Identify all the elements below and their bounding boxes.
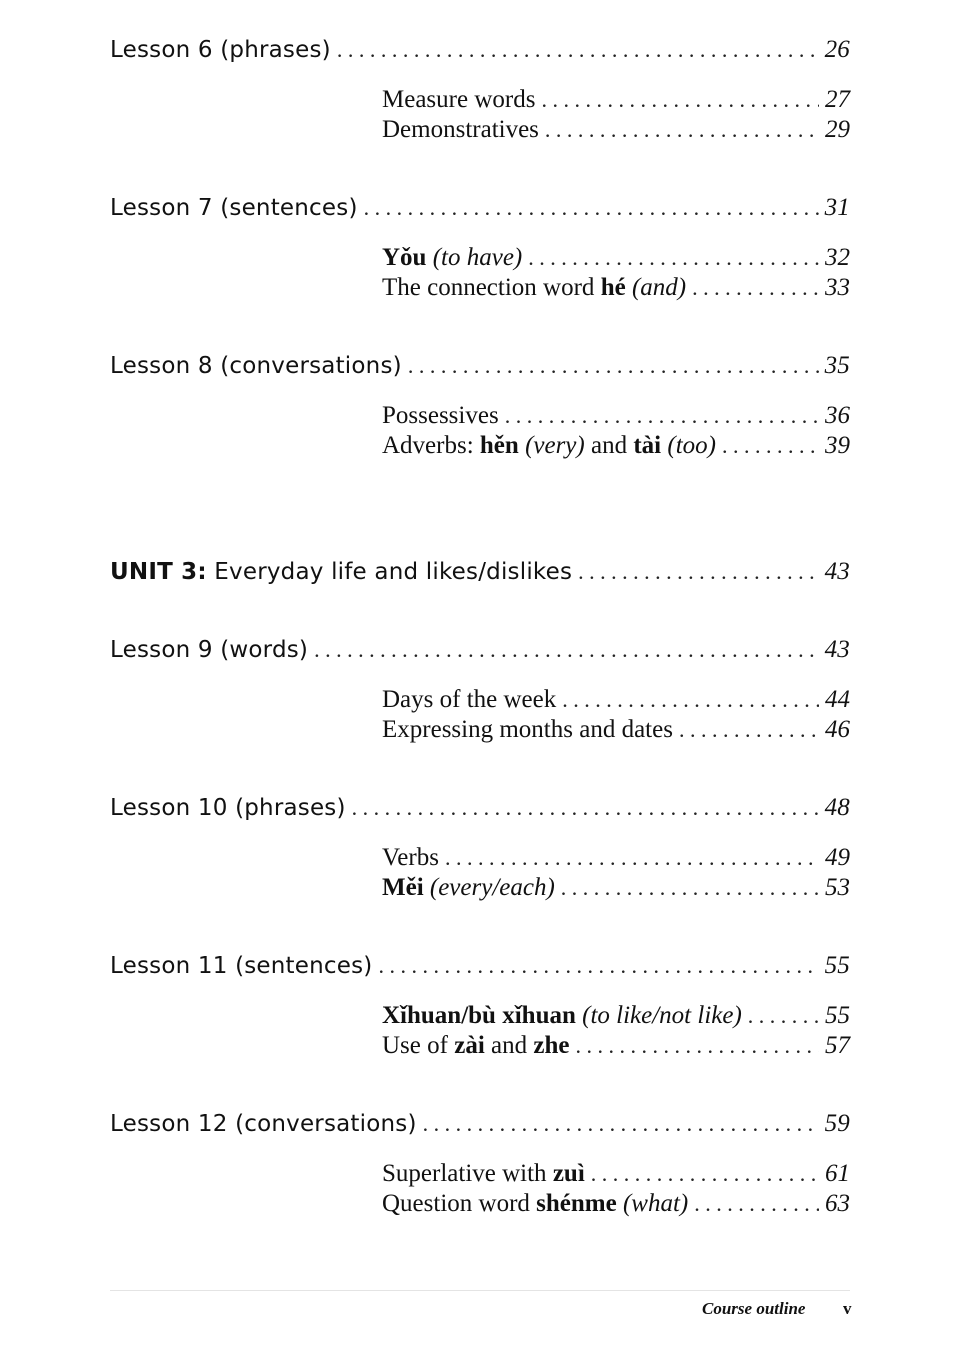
toc-days-of-week <box>382 686 850 714</box>
toc-label <box>382 432 716 460</box>
toc-page-number: 26 <box>824 36 850 63</box>
dot-leader <box>722 432 819 460</box>
toc-lesson-8 <box>110 352 850 380</box>
toc-label: Lesson 11 (sentences) <box>110 953 373 979</box>
dot-leader <box>505 402 819 430</box>
toc-label <box>110 559 572 585</box>
label-prefix: Use of <box>382 1032 455 1059</box>
dot-leader <box>423 1111 819 1137</box>
dot-leader <box>578 559 818 585</box>
toc-label <box>382 1190 688 1218</box>
pinyin-term: hé <box>600 274 626 301</box>
toc-superlative <box>382 1160 850 1188</box>
dot-leader <box>561 874 819 902</box>
toc-unit-3 <box>110 558 850 586</box>
footer-running-title: Course outline <box>702 1299 806 1318</box>
dot-leader <box>528 244 819 272</box>
dot-leader <box>575 1032 819 1060</box>
pinyin-term: hěn <box>479 432 519 459</box>
toc-label: Lesson 6 (phrases) <box>110 37 331 63</box>
toc-verbs <box>382 844 850 872</box>
dot-leader <box>445 844 819 872</box>
dot-leader <box>562 686 819 714</box>
gloss: (what) <box>622 1190 689 1217</box>
gloss: (very) <box>525 432 585 459</box>
toc-page-number: 27 <box>825 86 850 113</box>
dot-leader <box>545 116 819 144</box>
pinyin-term: tài <box>633 432 662 459</box>
gloss: (to have) <box>432 244 523 271</box>
dot-leader <box>591 1160 819 1188</box>
footer-divider <box>110 1290 850 1291</box>
unit-title: Everyday life and likes/dislikes <box>214 559 573 585</box>
toc-zai-zhe <box>382 1032 850 1060</box>
toc-demonstratives <box>382 116 850 144</box>
toc-page-number: 33 <box>825 274 850 301</box>
dot-leader <box>364 195 819 221</box>
footer-page-number: v <box>843 1299 852 1318</box>
toc-page-number: 39 <box>825 432 850 459</box>
dot-leader <box>694 1190 819 1218</box>
toc-label: Possessives <box>382 402 499 429</box>
toc-label: Verbs <box>382 844 439 871</box>
toc-page-number: 49 <box>825 844 850 871</box>
pinyin-term: zài <box>454 1032 485 1059</box>
toc-page-number: 32 <box>825 244 850 271</box>
toc-page-number: 35 <box>824 352 850 379</box>
gloss: (to like/not like) <box>582 1002 742 1029</box>
toc-page-number: 57 <box>825 1032 850 1059</box>
dot-leader <box>541 86 819 114</box>
toc-label: Demonstratives <box>382 116 539 143</box>
dot-leader <box>314 637 819 663</box>
toc-lesson-6 <box>110 36 850 64</box>
toc-label <box>382 1002 742 1030</box>
toc-label <box>382 1160 585 1188</box>
toc-page-number: 48 <box>824 794 850 821</box>
label-connector: and <box>584 432 634 459</box>
toc-mei <box>382 874 850 902</box>
label-prefix: The connection word <box>382 274 601 301</box>
toc-page-number: 55 <box>825 1002 850 1029</box>
dot-leader <box>337 37 819 63</box>
label-prefix: Superlative with <box>382 1160 553 1187</box>
dot-leader <box>352 795 819 821</box>
toc-page-number: 36 <box>825 402 850 429</box>
dot-leader <box>748 1002 819 1030</box>
toc-label <box>382 274 686 302</box>
gloss: (every/each) <box>429 874 555 901</box>
toc-shenme <box>382 1190 850 1218</box>
dot-leader <box>679 716 819 744</box>
toc-label: Measure words <box>382 86 536 113</box>
toc-measure-words <box>382 86 850 114</box>
gloss: (and) <box>631 274 687 301</box>
toc-label: Days of the week <box>382 686 557 713</box>
toc-page-number: 53 <box>825 874 850 901</box>
dot-leader <box>408 353 819 379</box>
label-prefix: Question word <box>382 1190 537 1217</box>
toc-label <box>382 244 522 272</box>
label-prefix: Adverbs: <box>382 432 480 459</box>
pinyin-term: Yǒu <box>382 244 427 271</box>
toc-page-number: 55 <box>824 952 850 979</box>
toc-xihuan <box>382 1002 850 1030</box>
pinyin-term: Měi <box>382 874 424 901</box>
toc-lesson-12 <box>110 1110 850 1138</box>
pinyin-term: Xǐhuan/bù xǐhuan <box>382 1002 576 1029</box>
toc-lesson-10 <box>110 794 850 822</box>
toc-connection-word <box>382 274 850 302</box>
toc-lesson-9 <box>110 636 850 664</box>
toc-label: Lesson 8 (conversations) <box>110 353 402 379</box>
dot-leader <box>692 274 819 302</box>
toc-page-number: 63 <box>825 1190 850 1217</box>
toc-page-number: 29 <box>825 116 850 143</box>
toc-page-number: 44 <box>825 686 850 713</box>
gloss: (too) <box>667 432 716 459</box>
toc-page-number: 31 <box>824 194 850 221</box>
toc-label: Expressing months and dates <box>382 716 673 743</box>
toc-label <box>382 1032 569 1060</box>
toc-possessives <box>382 402 850 430</box>
toc-page-number: 43 <box>824 636 850 663</box>
toc-page-number: 46 <box>825 716 850 743</box>
toc-label: Lesson 7 (sentences) <box>110 195 358 221</box>
toc-months-dates <box>382 716 850 744</box>
toc-lesson-11 <box>110 952 850 980</box>
unit-heading: UNIT 3: <box>110 559 207 585</box>
label-connector: and <box>484 1032 534 1059</box>
toc-page-number: 61 <box>825 1160 850 1187</box>
pinyin-term: shénme <box>536 1190 617 1217</box>
toc-label: Lesson 10 (phrases) <box>110 795 346 821</box>
pinyin-term: zuì <box>552 1160 585 1187</box>
toc-adverbs <box>382 432 850 460</box>
toc-label: Lesson 12 (conversations) <box>110 1111 417 1137</box>
toc-lesson-7 <box>110 194 850 222</box>
toc-you <box>382 244 850 272</box>
toc-label <box>382 874 555 902</box>
toc-label: Lesson 9 (words) <box>110 637 309 663</box>
dot-leader <box>378 953 818 979</box>
toc-page-number: 43 <box>824 558 850 585</box>
pinyin-term: zhe <box>533 1032 570 1059</box>
toc-page-number: 59 <box>824 1110 850 1137</box>
